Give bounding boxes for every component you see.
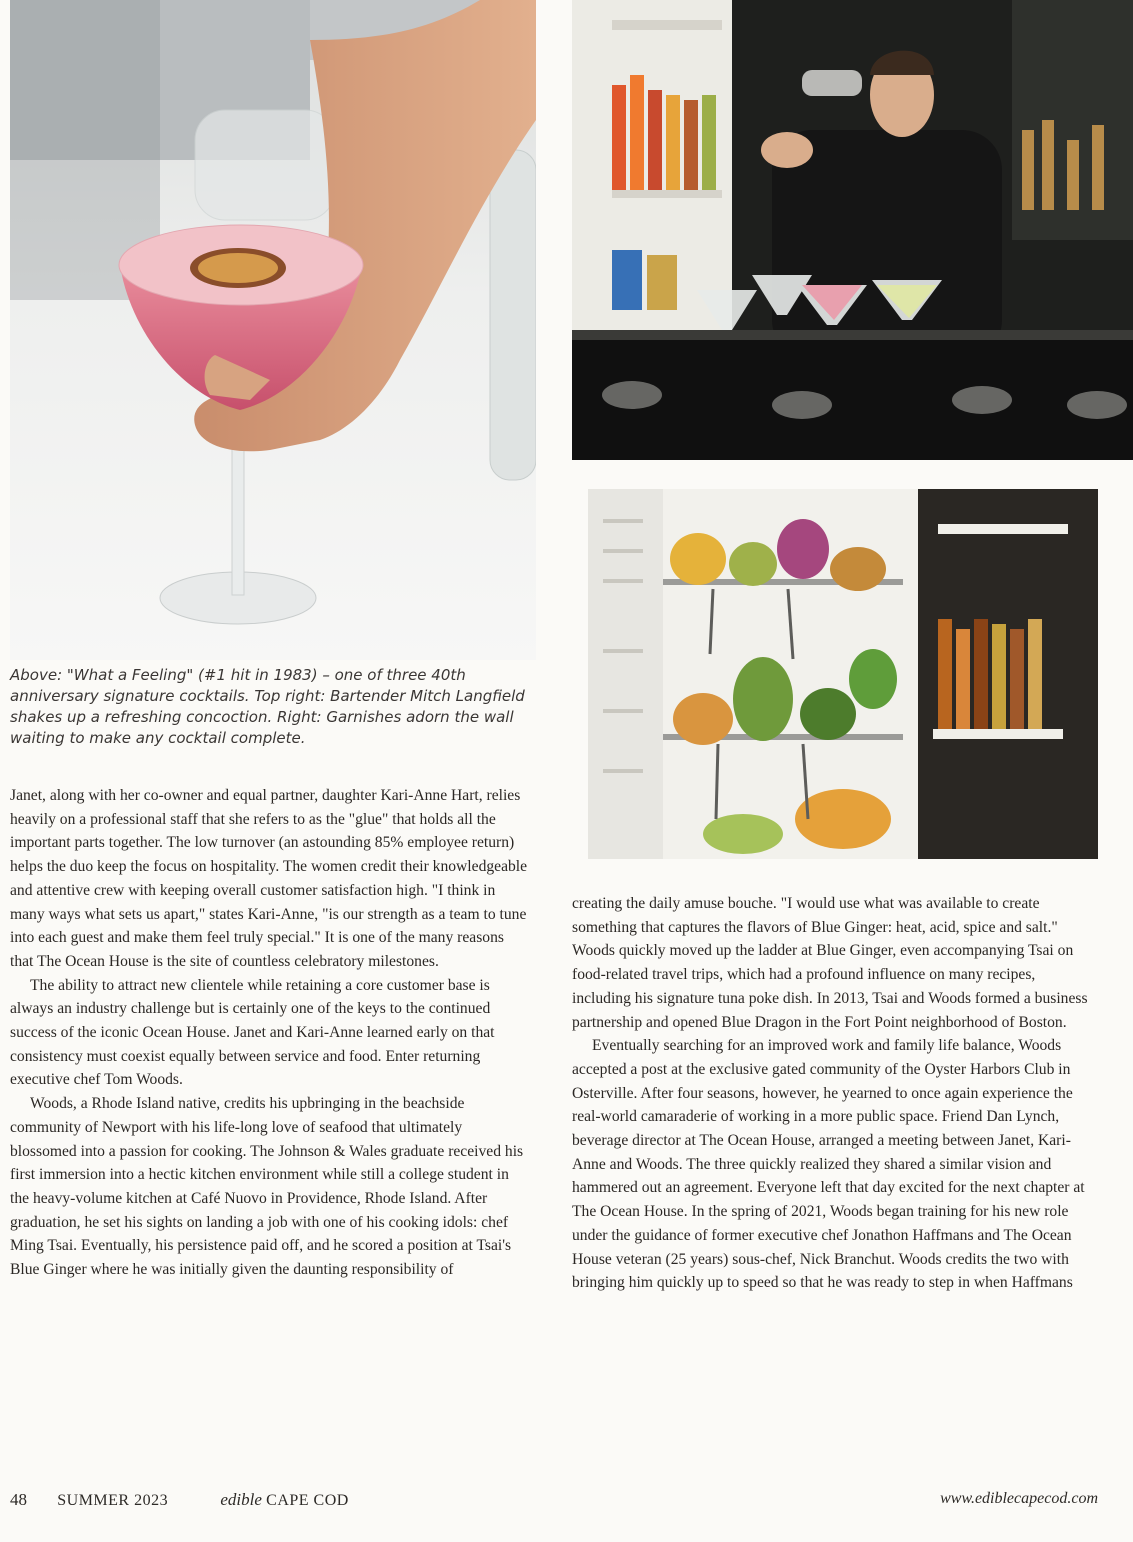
photo-caption: Above: "What a Feeling" (#1 hit in 1983) – one of three 40th anniversary signature cocktails. Top right: Bartender Mitch Langfield shakes up a refreshing concoction. Right: Garnishes adorn the wall waiting to make any cocktail complete. bbox=[10, 666, 525, 747]
article-paragraph: Eventually searching for an improved work and family life balance, Woods accepted a post at the exclusive gated community of the Oyster Harbors Club in Osterville. After four seasons, however, he yearned to once again experience the real-world camaraderie of working in a more public space. Friend Dan Lynch, beverage director at The Ocean House, arranged a meeting between Janet, Kari-Anne and Woods. The three quickly realized they shared a similar vision and hammered out an agreement. Everyone left that day excited for the next chapter at The Ocean House. In the spring of 2021, Woods began training for his new role under the guidance of former executive chef Jonathon Haffmans and The Ocean House veteran (25 years) sous-chef, Nick Branchut. Woods credits the two with bringing him quickly up to speed so that he was ready to step in when Haffmans bbox=[572, 1037, 1085, 1292]
article-paragraph: Woods, a Rhode Island native, credits his upbringing in the beachside community of Newport with his life-long love of seafood that ultimately blossomed into a passion for cooking. The Johnson & Wales graduate received his first immersion into a hectic kitchen environment while still a college student in the heavy-volume kitchen at Café Nuovo in Providence, Rhode Island. After graduation, he set his sights on landing a job with one of his cooking idols: chef Ming Tsai. Eventually, his persistence paid off, and he scored a position at Tsai's Blue Ginger where he was initially given the daunting responsibility of bbox=[10, 1095, 524, 1279]
magazine-brand-rest: CAPE COD bbox=[266, 1492, 349, 1509]
issue-season: SUMMER 2023 bbox=[57, 1492, 169, 1509]
article-paragraph: Janet, along with her co-owner and equal partner, daughter Kari-Anne Hart, relies heavily on a professional staff that she refers to as the "glue" that holds all the important parts together. The low turnover (an astounding 85% employee return) helps the duo keep the focus on hospitality. The women credit their knowledgeable and attentive crew with keeping overall customer satisfaction high. "I think in many ways what sets us apart," states Kari-Anne, "is our strength as a team to tune into each guest and make them feel truly special." It is one of the many reasons that The Ocean House is the site of countless celebratory milestones. bbox=[10, 787, 528, 970]
page-number: 48 bbox=[10, 1490, 27, 1509]
photo-bartender bbox=[572, 0, 1133, 460]
website-url: www.ediblecapecod.com bbox=[940, 1490, 1098, 1507]
article-paragraph: The ability to attract new clientele while retaining a core customer base is always an industry challenge but is certainly one of the keys to the continued success of the iconic Ocean House. Janet and Kari-Anne learned early on that consistency must coexist equally between service and food. Enter returning executive chef Tom Woods. bbox=[10, 976, 495, 1089]
magazine-brand: edible bbox=[220, 1490, 262, 1509]
article-column-right bbox=[572, 892, 1098, 1295]
photo-garnish-wall bbox=[588, 489, 1098, 859]
article-column-left bbox=[10, 784, 528, 1282]
page-folio bbox=[10, 1490, 349, 1510]
photo-cocktail bbox=[10, 0, 536, 660]
article-paragraph: creating the daily amuse bouche. "I would use what was available to create something that captures the flavors of Blue Ginger: heat, acid, spice and salt." Woods quickly moved up the ladder at Blue Ginger, even accompanying Tsai on food-related travel trips, which had a profound influence on many recipes, including his signature tuna poke dish. In 2013, Tsai and Woods formed a business partnership and opened Blue Dragon in the Fort Point neighborhood of Boston. bbox=[572, 895, 1088, 1031]
